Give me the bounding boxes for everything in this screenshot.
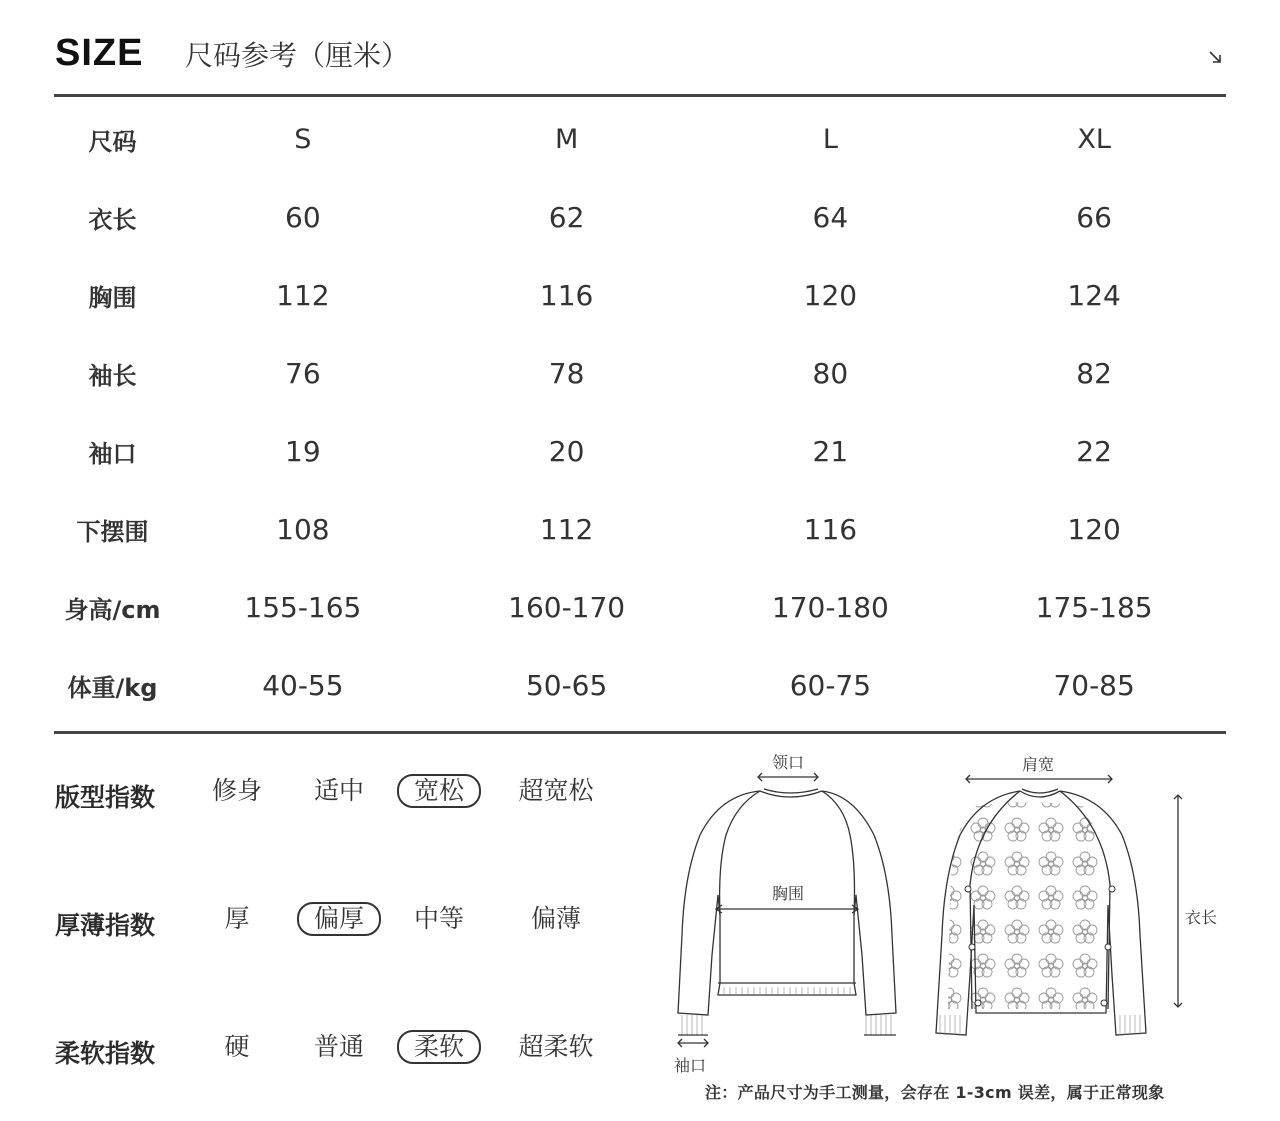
row-label: 身高/cm — [64, 595, 161, 624]
size-table — [54, 101, 1226, 724]
index-option-selected: 宽松 — [397, 774, 481, 808]
index-option-selected: 柔软 — [397, 1030, 481, 1064]
size-cell: 124 — [1067, 279, 1121, 313]
size-cell: 112 — [539, 512, 594, 546]
size-cell: 21 — [812, 435, 849, 468]
size-cell: 160-170 — [508, 590, 626, 624]
size-cell: 78 — [548, 357, 585, 391]
index-option: 修身 — [211, 776, 262, 805]
table-row — [54, 568, 1226, 646]
size-cell: 170-180 — [771, 590, 889, 624]
front-ribbing — [678, 987, 896, 1035]
index-option: 中等 — [413, 904, 464, 933]
size-cell: 80 — [812, 357, 849, 391]
back-view — [936, 775, 1182, 1035]
index-row — [55, 1026, 655, 1076]
row-label: 下摆围 — [76, 517, 149, 546]
size-cell: 60-75 — [789, 668, 872, 702]
index-label: 柔软指数 — [55, 1039, 156, 1068]
size-cell: 155-165 — [244, 590, 362, 624]
index-option: 厚 — [224, 904, 250, 933]
top-divider — [54, 94, 1226, 97]
index-option: 适中 — [313, 776, 364, 805]
middle-divider — [54, 731, 1226, 734]
length-label: 衣长 — [1185, 908, 1218, 927]
size-cell: 116 — [539, 279, 594, 313]
size-title: SIZE — [55, 32, 144, 74]
index-option: 普通 — [313, 1032, 364, 1061]
size-cell: S — [294, 124, 312, 156]
size-cell: 66 — [1076, 201, 1112, 235]
size-cell: 70-85 — [1053, 668, 1135, 702]
size-cell: 120 — [803, 279, 858, 313]
front-view — [678, 773, 896, 1047]
table-row — [54, 179, 1226, 257]
garment-diagram — [660, 745, 1260, 1085]
size-cell: 82 — [1076, 357, 1112, 391]
size-cell: M — [554, 124, 579, 156]
index-option: 偏薄 — [530, 904, 581, 933]
size-cell: 60 — [285, 201, 321, 235]
table-row — [54, 413, 1226, 491]
size-cell: 20 — [548, 435, 585, 468]
size-cell: 64 — [812, 201, 849, 235]
index-option-selected: 偏厚 — [297, 902, 381, 936]
row-label: 体重/kg — [67, 673, 158, 702]
size-cell: XL — [1077, 124, 1111, 156]
size-cell: 116 — [803, 512, 858, 546]
size-cell: 62 — [548, 201, 585, 235]
sweater-illustration — [660, 745, 1260, 1085]
size-cell: 120 — [1067, 512, 1121, 546]
table-row — [54, 335, 1226, 413]
index-option: 硬 — [224, 1032, 250, 1061]
size-cell: 40-55 — [262, 668, 344, 702]
index-row — [55, 898, 655, 948]
arrow-down-right-icon — [1208, 50, 1222, 64]
index-option: 超宽松 — [518, 776, 594, 805]
table-row — [54, 490, 1226, 568]
index-option: 超柔软 — [518, 1032, 594, 1061]
row-label: 尺码 — [88, 128, 137, 157]
cuff-label: 袖口 — [674, 1056, 707, 1075]
row-label: 袖口 — [88, 440, 137, 468]
size-subtitle: 尺码参考（厘米） — [185, 39, 410, 72]
shoulder-label: 肩宽 — [1022, 755, 1055, 774]
table-row — [54, 257, 1226, 335]
size-cell: 175-185 — [1035, 590, 1153, 624]
index-label: 版型指数 — [55, 783, 156, 812]
chest-label: 胸围 — [772, 884, 805, 903]
size-cell: 22 — [1076, 435, 1112, 468]
size-cell: 50-65 — [525, 668, 608, 702]
index-row — [55, 770, 655, 820]
size-cell: L — [822, 124, 838, 156]
page-header — [55, 28, 1226, 78]
size-cell: 19 — [285, 435, 321, 468]
size-cell: 112 — [276, 279, 330, 313]
row-label: 袖长 — [88, 362, 137, 391]
index-label: 厚薄指数 — [55, 911, 156, 940]
measurement-note: 注：产品尺寸为手工测量，会存在 1-3cm 误差，属于正常现象 — [705, 1083, 1165, 1102]
row-label: 衣长 — [88, 206, 137, 235]
table-row — [54, 646, 1226, 724]
size-header-row — [54, 101, 1226, 179]
size-cell: 108 — [276, 512, 330, 546]
row-label: 胸围 — [88, 284, 137, 313]
neck-label: 领口 — [772, 753, 805, 772]
size-cell: 76 — [285, 357, 321, 391]
